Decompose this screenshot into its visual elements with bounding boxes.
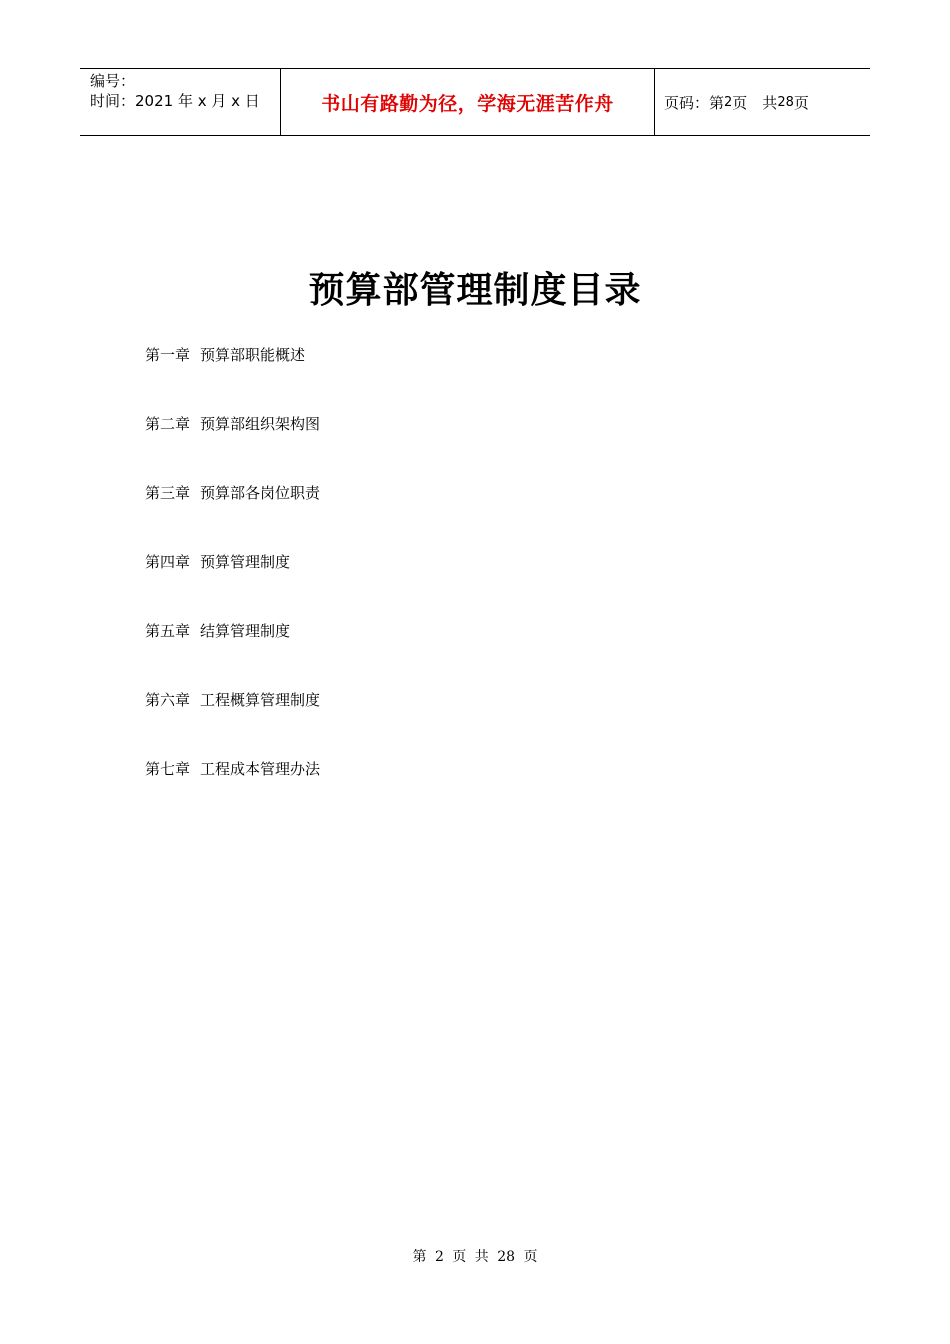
page-mid: 页 共	[732, 93, 778, 112]
toc-item	[145, 413, 320, 482]
toc-item	[145, 620, 320, 689]
toc-item	[145, 344, 320, 413]
toc-chapter-number: 第二章	[145, 415, 191, 433]
time-label: 时间：	[90, 92, 136, 110]
toc-chapter-number: 第五章	[145, 622, 191, 640]
toc-chapter-title: 预算部各岗位职责	[200, 484, 321, 502]
page-current: 2	[724, 94, 733, 110]
header-motto: 书山有路勤为径，学海无涯苦作舟	[321, 92, 614, 115]
serial-label: 编号：	[90, 72, 136, 90]
time-line	[90, 91, 280, 111]
toc-item	[145, 758, 320, 827]
toc-chapter-number: 第一章	[145, 346, 191, 364]
toc-chapter-number: 第三章	[145, 484, 191, 502]
toc-chapter-title: 结算管理制度	[200, 622, 291, 640]
document-title: 预算部管理制度目录	[308, 269, 642, 311]
toc-chapter-title: 预算管理制度	[200, 553, 291, 571]
page-total: 28	[777, 94, 794, 110]
toc-chapter-number: 第六章	[145, 691, 191, 709]
toc-chapter-number: 第四章	[145, 553, 191, 571]
page-suffix: 页	[793, 93, 809, 112]
toc-chapter-title: 预算部职能概述	[200, 346, 306, 364]
header-page-cell	[655, 69, 870, 135]
page-header	[80, 68, 870, 136]
header-motto-cell	[281, 69, 655, 135]
toc-item	[145, 551, 320, 620]
page-footer: 第 2 页 共 28 页	[412, 1249, 538, 1265]
toc-chapter-title: 预算部组织架构图	[200, 415, 321, 433]
table-of-contents	[145, 344, 320, 827]
page-label: 页码：第	[664, 93, 725, 112]
toc-chapter-title: 工程概算管理制度	[200, 691, 321, 709]
toc-item	[145, 482, 320, 551]
time-value: 2021 年 x 月 x 日	[135, 92, 260, 110]
header-meta-cell	[80, 69, 281, 135]
toc-chapter-number: 第七章	[145, 760, 191, 778]
toc-item	[145, 689, 320, 758]
toc-chapter-title: 工程成本管理办法	[200, 760, 321, 778]
